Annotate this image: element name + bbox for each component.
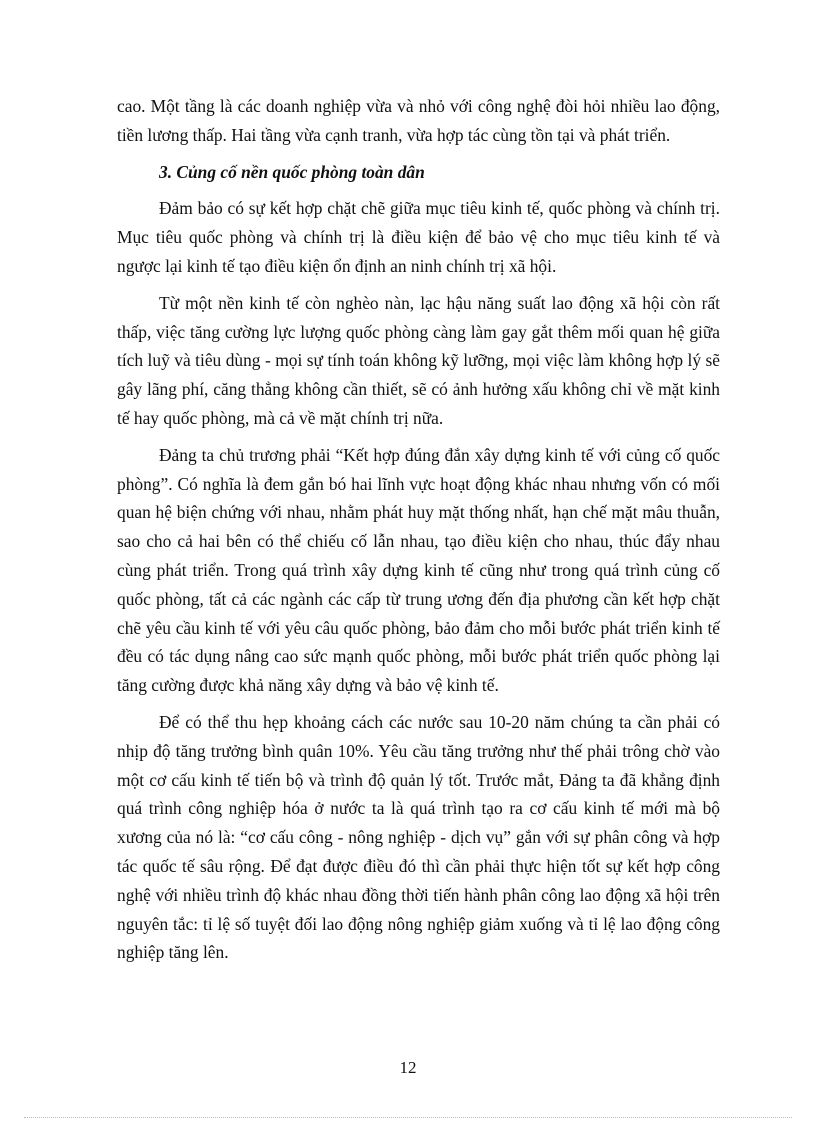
paragraph-objectives: Đảm bảo có sự kết hợp chặt chẽ giữa mục tiêu kinh tế, quốc phòng và chính trị. Mục tiêu quốc phòng và chính trị là điều kiện để bảo vệ cho mục tiêu kinh tế và ngược lại kinh tế tạo điều kiện ổn định an ninh chính trị xã hội. — [117, 198, 720, 276]
paragraph-economy: Từ một nền kinh tế còn nghèo nàn, lạc hậu năng suất lao động xã hội còn rất thấp, việc tăng cường lực lượng quốc phòng càng làm gay gắt thêm mối quan hệ giữa tích luỹ và tiêu dùng - mọi sự tính toán không kỹ lưỡng, mọi việc làm không hợp lý sẽ gây lãng phí, căng thẳng không cần thiết, sẽ có ảnh hưởng xấu không chỉ về mặt kinh tế hay quốc phòng, mà cả về mặt chính trị nữa. — [117, 292, 720, 428]
paragraph-continuation: cao. Một tầng là các doanh nghiệp vừa và nhỏ với công nghệ đòi hỏi nhiều lao động, tiền lương thấp. Hai tầng vừa cạnh tranh, vừa hợp tác cùng tồn tại và phát triển. — [117, 96, 720, 145]
footer-divider — [24, 1117, 792, 1118]
section-heading: 3. Củng cố nền quốc phòng toàn dân — [159, 161, 425, 182]
paragraph-party-policy: Đảng ta chủ trương phải “Kết hợp đúng đắn xây dựng kinh tế với củng cố quốc phòng”. Có nghĩa là đem gắn bó hai lĩnh vực hoạt động khác nhau nhưng vốn có mối quan hệ biện chứng với nhau, nhằm phát huy mặt thống nhất, hạn chế mặt mâu thuẫn, sao cho cả hai bên có thể chiếu cố lẫn nhau, tạo điều kiện cho nhau, thúc đẩy nhau cùng phát triển. Trong quá trình xây dựng kinh tế cũng như trong quá trình củng cố quốc phòng, tất cả các ngành các cấp từ trung ương đến địa phương cần kết hợp chặt chẽ yêu cầu kinh tế với yêu câu quốc phòng, bảo đảm cho mỗi bước phát triển kinh tế đều có tác dụng nâng cao sức mạnh quốc phòng, mỗi bước phát triển quốc phòng lại tăng cường được khả năng xây dựng và bảo vệ kinh tế. — [117, 444, 720, 696]
paragraph-growth: Để có thể thu hẹp khoảng cách các nước sau 10-20 năm chúng ta cần phải có nhịp độ tăng trưởng bình quân 10%. Yêu cầu tăng trưởng như thế phải trông chờ vào một cơ cấu kinh tế tiến bộ và trình độ quản lý tốt. Trước mắt, Đảng ta đã khẳng định quá trình công nghiệp hóa ở nước ta là quá trình tạo ra cơ cấu kinh tế mới mà bộ xương của nó là: “cơ cấu công - nông nghiệp - dịch vụ” gắn với sự phân công và hợp tác quốc tế sâu rộng. Để đạt được điều đó thì cần phải thực hiện tốt sự kết hợp công nghệ với nhiều trình độ khác nhau đồng thời tiến hành phân công lao động xã hội trên nguyên tắc: tỉ lệ số tuyệt đối lao động nông nghiệp giảm xuống và tỉ lệ lao động công nghiệp tăng lên. — [117, 711, 720, 963]
page-number: 12 — [399, 1058, 417, 1077]
document-page — [117, 92, 720, 967]
